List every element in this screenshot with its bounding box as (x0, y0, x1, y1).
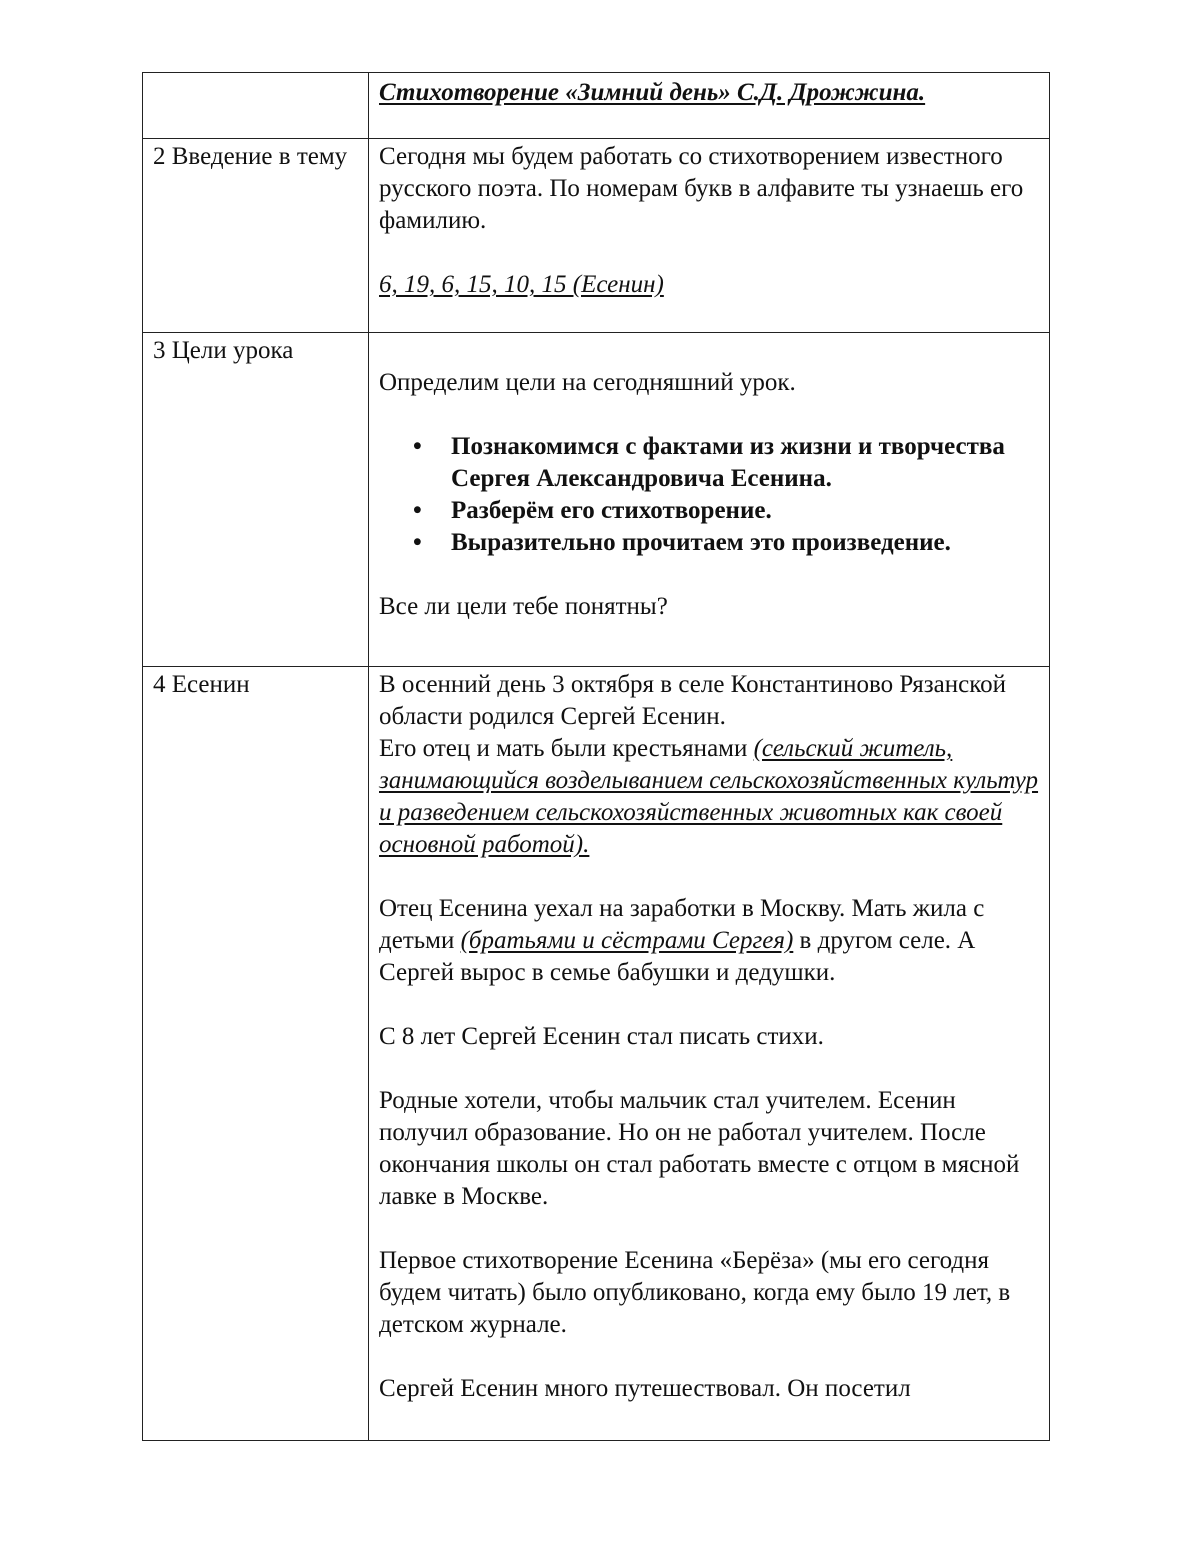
content-cell (369, 73, 1050, 139)
goals-intro: Определим цели на сегодняшний урок. (379, 369, 796, 396)
stage-cell (143, 73, 369, 139)
stage-cell (143, 333, 369, 667)
bullet-icon: • (413, 529, 422, 556)
bullet-icon: • (413, 433, 422, 460)
poem-title: Стихотворение «Зимний день» С.Д. Дрожжина. (379, 79, 926, 106)
goals-question: Все ли цели тебе понятны? (379, 593, 668, 620)
goal-text: Познакомимся с фактами из жизни и творчества Сергея Александровича Есенина. (451, 433, 1005, 492)
stage-label: 4 Есенин (153, 671, 250, 698)
bio-text: Его отец и мать были крестьянами (379, 735, 754, 762)
bio-paragraph: Родные хотели, чтобы мальчик стал учителем. Есенин получил образование. Но он не работал учителем. После окончания школы он стал работать вместе с отцом в мясной лавке в Москве. (379, 1087, 1020, 1210)
bio-paragraph: С 8 лет Сергей Есенин стал писать стихи. (379, 1023, 824, 1050)
bullet-icon: • (413, 497, 422, 524)
bio-note: (братьями и сёстрами Сергея) (460, 927, 794, 954)
letter-code: 6, 19, 6, 15, 10, 15 (Есенин) (379, 271, 664, 298)
goal-text: Разберём его стихотворение. (451, 497, 772, 524)
stage-cell (143, 667, 369, 1441)
bio-paragraph (379, 733, 1039, 861)
bio-paragraph: В осенний день 3 октября в селе Константиново Рязанской области родился Сергей Есенин. (379, 671, 1006, 730)
lesson-table (142, 72, 1050, 1441)
content-cell (369, 333, 1050, 667)
bio-paragraph (379, 893, 1039, 989)
table-row (143, 667, 1050, 1441)
list-item (379, 495, 1039, 527)
content-cell (369, 139, 1050, 333)
table-row (143, 139, 1050, 333)
list-item (379, 431, 1039, 495)
bio-text: в другом селе. А Сергей вырос в семье бабушки и дедушки. (379, 927, 976, 986)
bio-paragraph: Первое стихотворение Есенина «Берёза» (мы его сегодня будем читать) было опубликовано, когда ему было 19 лет, в детском журнале. (379, 1247, 1011, 1338)
content-cell (369, 667, 1050, 1441)
list-item (379, 527, 1039, 559)
goals-list (379, 431, 1039, 559)
table-row (143, 73, 1050, 139)
goal-text: Выразительно прочитаем это произведение. (451, 529, 951, 556)
bio-paragraph: Сергей Есенин много путешествовал. Он посетил (379, 1375, 911, 1402)
stage-label: 2 Введение в тему (153, 143, 348, 170)
table-row (143, 333, 1050, 667)
stage-label: 3 Цели урока (153, 337, 294, 364)
stage-cell (143, 139, 369, 333)
bio-text: Отец Есенина уехал на заработки в Москву. Мать жила с детьми (379, 895, 985, 954)
intro-text: Сегодня мы будем работать со стихотворением известного русского поэта. По номерам букв в алфавите ты узнаешь его фамилию. (379, 143, 1024, 234)
bio-note: (сельский житель, занимающийся возделыванием сельскохозяйственных культур и разведением сельскохозяйственных животных как своей основной работой). (379, 735, 1039, 858)
